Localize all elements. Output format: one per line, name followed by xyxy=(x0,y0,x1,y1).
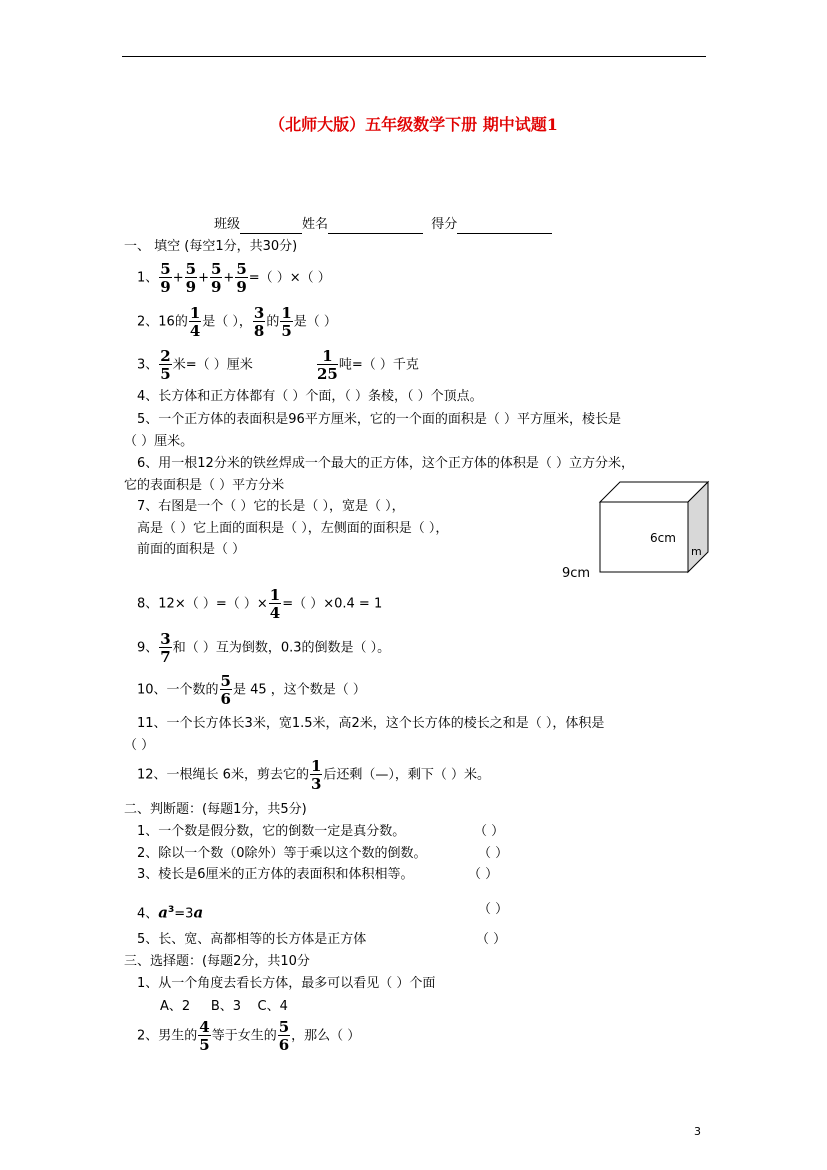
fraction: $\frac{5}{6}$ xyxy=(278,1018,290,1054)
q2-1-answer[interactable]: （ ） xyxy=(474,824,505,839)
name-label: 姓名 xyxy=(302,217,329,232)
q2-5-answer[interactable]: （ ） xyxy=(476,932,507,947)
fraction: $\frac{1}{25}$ xyxy=(317,347,338,383)
section1-heading: 一、 填空 (每空1分，共30分) xyxy=(124,239,298,254)
score-blank[interactable] xyxy=(457,219,552,234)
q1-7a: 7、右图是一个（ ）它的长是（ ），宽是（ ）， xyxy=(137,499,405,514)
fraction: $\frac{5}{9}$ xyxy=(210,260,222,296)
page-number: 3 xyxy=(694,1125,701,1138)
q2-2: 2、除以一个数（0除外）等于乘以这个数的倒数。 xyxy=(137,846,427,861)
fraction: $\frac{1}{4}$ xyxy=(269,586,281,622)
q1-11b: （ ） xyxy=(124,738,155,753)
page-title: （北师大版）五年级数学下册 期中试题1 xyxy=(269,115,558,134)
q2-4-answer[interactable]: （ ） xyxy=(478,902,509,917)
fraction: $\frac{1}{3}$ xyxy=(310,757,322,793)
q3-1: 1、从一个角度去看长方体，最多可以看见（ ）个面 xyxy=(137,976,436,991)
q2-4: 4、$a^3=3a$ xyxy=(137,903,204,922)
q2-2-answer[interactable]: （ ） xyxy=(478,846,509,861)
info-line xyxy=(214,216,552,234)
fraction: $\frac{1}{5}$ xyxy=(281,304,292,340)
q1-1: 1、 $\frac{5}{9}$ + $\frac{5}{9}$ + $\frac{5}{9}$ + $\frac{5}{9}$ =（ ）×（ ） xyxy=(137,260,331,296)
fraction: $\frac{4}{5}$ xyxy=(199,1018,210,1054)
q1-5b: （ ）厘米。 xyxy=(124,434,194,449)
cuboid-figure xyxy=(590,476,720,588)
q1-9: 9、 $\frac{3}{7}$ 和（ ）互为倒数，0.3的倒数是（ ）。 xyxy=(137,630,391,666)
fraction: $\frac{1}{4}$ xyxy=(189,304,201,340)
q1-11a: 11、一个长方体长3米，宽1.5米，高2米，这个长方体的棱长之和是（ ），体积是 xyxy=(137,716,605,731)
q1-7c: 前面的面积是（ ） xyxy=(137,542,246,557)
q1-12: 12、一根绳长 6米，剪去它的 $\frac{1}{3}$ 后还剩（—），剩下（ ）米。 xyxy=(137,757,491,793)
q1-10: 10、一个数的 $\frac{5}{6}$ 是 45 ，这个数是（ ） xyxy=(137,672,366,708)
q1-7b: 高是（ ）它上面的面积是（ ），左侧面的面积是（ ）， xyxy=(137,521,449,536)
cuboid-side-label: m xyxy=(691,545,702,558)
fraction: $\frac{5}{9}$ xyxy=(160,260,171,296)
fraction: $\frac{3}{7}$ xyxy=(160,630,171,666)
fraction: $\frac{5}{9}$ xyxy=(236,260,247,296)
q2-1: 1、一个数是假分数，它的倒数一定是真分数。 xyxy=(137,824,406,839)
fraction: $\frac{5}{9}$ xyxy=(185,260,197,296)
fraction: $\frac{3}{8}$ xyxy=(253,304,265,340)
q3-2: 2、男生的 $\frac{4}{5}$ 等于女生的 $\frac{5}{6}$ ，那么（ ） xyxy=(137,1018,361,1054)
q1-2: 2、16的 $\frac{1}{4}$ 是（ ）， $\frac{3}{8}$ 的 $\frac{1}{5}$ 是（ ） xyxy=(137,304,337,340)
fraction: $\frac{2}{5}$ xyxy=(160,347,171,383)
q1-4: 4、长方体和正方体都有（ ）个面，（ ）条棱，（ ）个顶点。 xyxy=(137,389,483,404)
header-rule xyxy=(122,56,706,57)
cuboid-bottom-label: 9cm xyxy=(562,566,591,581)
cuboid-front-label: 6cm xyxy=(650,531,676,545)
q1-3b: $\frac{1}{25}$ 吨=（ ）千克 xyxy=(317,347,419,383)
fraction: $\frac{5}{6}$ xyxy=(220,672,231,708)
q3-1-options: A、2 B、3 C、4 xyxy=(160,999,288,1014)
q2-5: 5、长、宽、高都相等的长方体是正方体 xyxy=(137,932,367,947)
section3-heading: 三、选择题：(每题2分，共10分 xyxy=(124,954,310,969)
q1-3: 3、 $\frac{2}{5}$ 米=（ ）厘米 xyxy=(137,347,253,383)
class-label: 班级 xyxy=(214,217,241,232)
q1-8: 8、12×（ ）=（ ）× $\frac{1}{4}$ =（ ）×0.4 = 1 xyxy=(137,586,383,622)
class-blank[interactable] xyxy=(240,219,302,234)
q1-6b: 它的表面积是（ ）平方分米 xyxy=(124,478,285,493)
score-label: 得分 xyxy=(431,217,458,232)
q1-6a: 6、用一根12分米的铁丝焊成一个最大的正方体，这个正方体的体积是（ ）立方分米， xyxy=(137,456,634,471)
q2-3-answer[interactable]: （ ） xyxy=(468,867,499,882)
q1-5a: 5、一个正方体的表面积是96平方厘米，它的一个面的面积是（ ）平方厘米，棱长是 xyxy=(137,412,621,427)
section2-heading: 二、判断题：(每题1分，共5分) xyxy=(124,802,307,817)
q2-3: 3、棱长是6厘米的正方体的表面积和体积相等。 xyxy=(137,867,414,882)
name-blank[interactable] xyxy=(328,219,423,234)
